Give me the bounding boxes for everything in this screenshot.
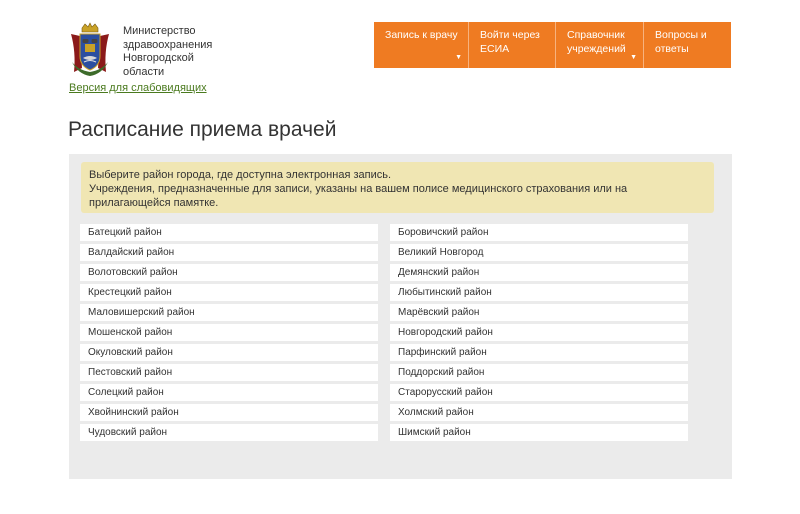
district-item[interactable]: Марёвский район <box>390 304 688 321</box>
district-item[interactable]: Мошенской район <box>80 324 378 341</box>
ministry-name-line: Новгородской <box>123 52 194 64</box>
nav-institutions-directory[interactable] <box>556 22 644 68</box>
ministry-name-line: Министерство <box>123 25 196 37</box>
ministry-name-line: здравоохранения <box>123 38 213 51</box>
low-vision-version-link[interactable]: Версия для слабовидящих <box>69 82 207 94</box>
info-notice <box>81 162 714 213</box>
district-item[interactable]: Холмский район <box>390 404 688 421</box>
nav-esia-login-label: Войти через ЕСИА <box>480 29 540 55</box>
coat-of-arms-logo <box>68 22 112 78</box>
district-item[interactable]: Демянский район <box>390 264 688 281</box>
district-item[interactable]: Великий Новгород <box>390 244 688 261</box>
nav-appointment-label: Запись к врачу <box>385 29 458 41</box>
ministry-name <box>123 25 243 79</box>
district-item[interactable]: Валдайский район <box>80 244 378 261</box>
district-item[interactable]: Маловишерский район <box>80 304 378 321</box>
nav-appointment[interactable] <box>374 22 469 68</box>
ministry-name-line: области <box>123 65 165 78</box>
district-item[interactable]: Поддорский район <box>390 364 688 381</box>
district-item[interactable]: Старорусский район <box>390 384 688 401</box>
district-item[interactable]: Чудовский район <box>80 424 378 441</box>
district-item[interactable]: Волотовский район <box>80 264 378 281</box>
district-item[interactable]: Парфинский район <box>390 344 688 361</box>
notice-line: Выберите район города, где доступна электронная запись. <box>89 169 392 181</box>
district-item[interactable]: Боровичский район <box>390 224 688 241</box>
district-item[interactable]: Хвойнинский район <box>80 404 378 421</box>
district-item[interactable]: Крестецкий район <box>80 284 378 301</box>
district-item[interactable]: Батецкий район <box>80 224 378 241</box>
nav-faq[interactable] <box>644 22 731 68</box>
district-item[interactable]: Солецкий район <box>80 384 378 401</box>
district-item[interactable]: Любытинский район <box>390 284 688 301</box>
main-nav <box>374 22 731 68</box>
district-panel <box>69 154 732 479</box>
dropdown-arrow-icon: ▼ <box>630 54 637 61</box>
district-list-left <box>80 224 378 444</box>
page-title: Расписание приема врачей <box>68 118 337 141</box>
district-item[interactable]: Пестовский район <box>80 364 378 381</box>
dropdown-arrow-icon: ▼ <box>455 54 462 61</box>
nav-esia-login[interactable] <box>469 22 556 68</box>
district-item[interactable]: Новгородский район <box>390 324 688 341</box>
nav-institutions-directory-label: Справочник учреждений <box>567 29 626 55</box>
district-item[interactable]: Окуловский район <box>80 344 378 361</box>
district-list-right <box>390 224 688 444</box>
notice-line: Учреждения, предназначенные для записи, указаны на вашем полисе медицинского страхования или на прилагающейся памятке. <box>89 183 628 209</box>
district-item[interactable]: Шимский район <box>390 424 688 441</box>
nav-faq-label: Вопросы и ответы <box>655 29 707 55</box>
